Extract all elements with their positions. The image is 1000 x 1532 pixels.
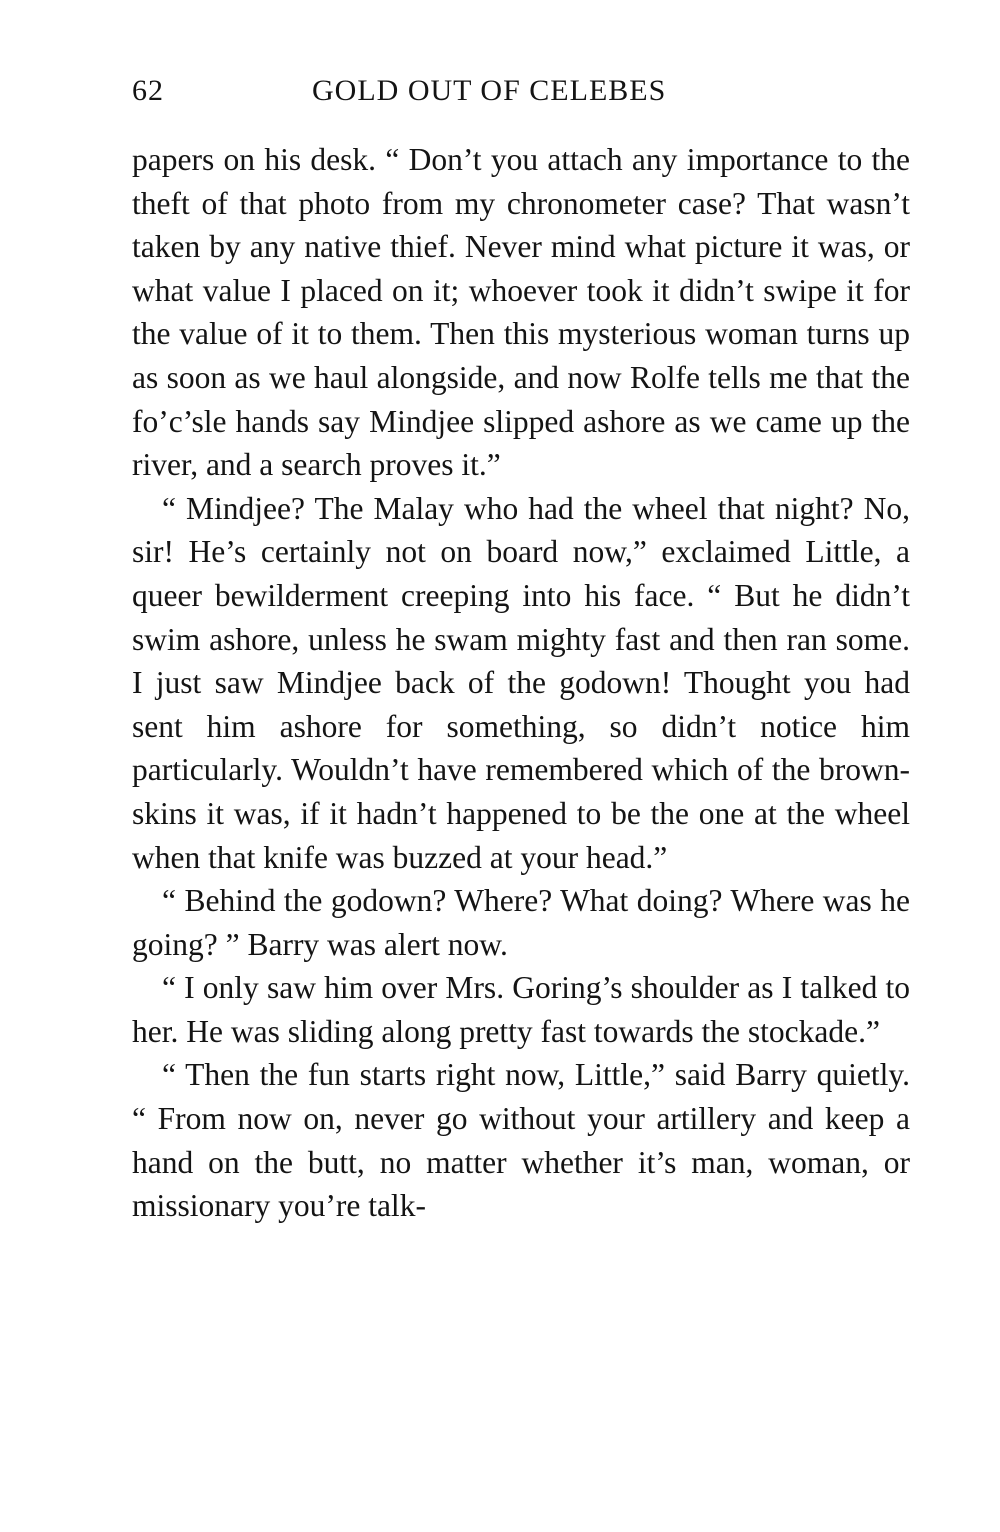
body-text: [132, 138, 910, 1228]
page-number: 62: [132, 74, 164, 107]
paragraph-3: “ Behind the godown? Where? What doing? Where was he going? ” Barry was alert now.: [132, 883, 910, 962]
book-page: [132, 62, 910, 1228]
paragraph-1: papers on his desk. “ Don’t you attach any importance to the theft of that photo from my chronometer case? That wasn’t taken by any native thief. Never mind what picture it was, or what value I placed on it; whoever took it didn’t swipe it for the value of it to them. Then this mysterious woman turns up as soon as we haul alongside, and now Rolfe tells me that the fo’c’sle hands say Mindjee slipped ashore as we came up the river, and a search proves it.”: [132, 142, 910, 483]
paragraph-2: “ Mindjee? The Malay who had the wheel that night? No, sir! He’s certainly not on board now,” exclaimed Little, a queer bewilderment creeping into his face. “ But he didn’t swim ashore, unless he swam mighty fast and then ran some. I just saw Mindjee back of the godown! Thought you had sent him ashore for something, so didn’t notice him particularly. Wouldn’t have remembered which of the brown-skins it was, if it hadn’t happened to be the one at the wheel when that knife was buzzed at your head.”: [132, 490, 910, 875]
paragraph-5: “ Then the fun starts right now, Little,” said Barry quietly. “ From now on, never go without your artillery and keep a hand on the butt, no matter whether it’s man, woman, or missionary you’re talk-: [132, 1057, 910, 1224]
running-head: [132, 62, 910, 118]
paragraph-4: “ I only saw him over Mrs. Goring’s shoulder as I talked to her. He was sliding along pretty fast towards the stockade.”: [132, 970, 910, 1049]
book-title: GOLD OUT OF CELEBES: [312, 74, 667, 107]
